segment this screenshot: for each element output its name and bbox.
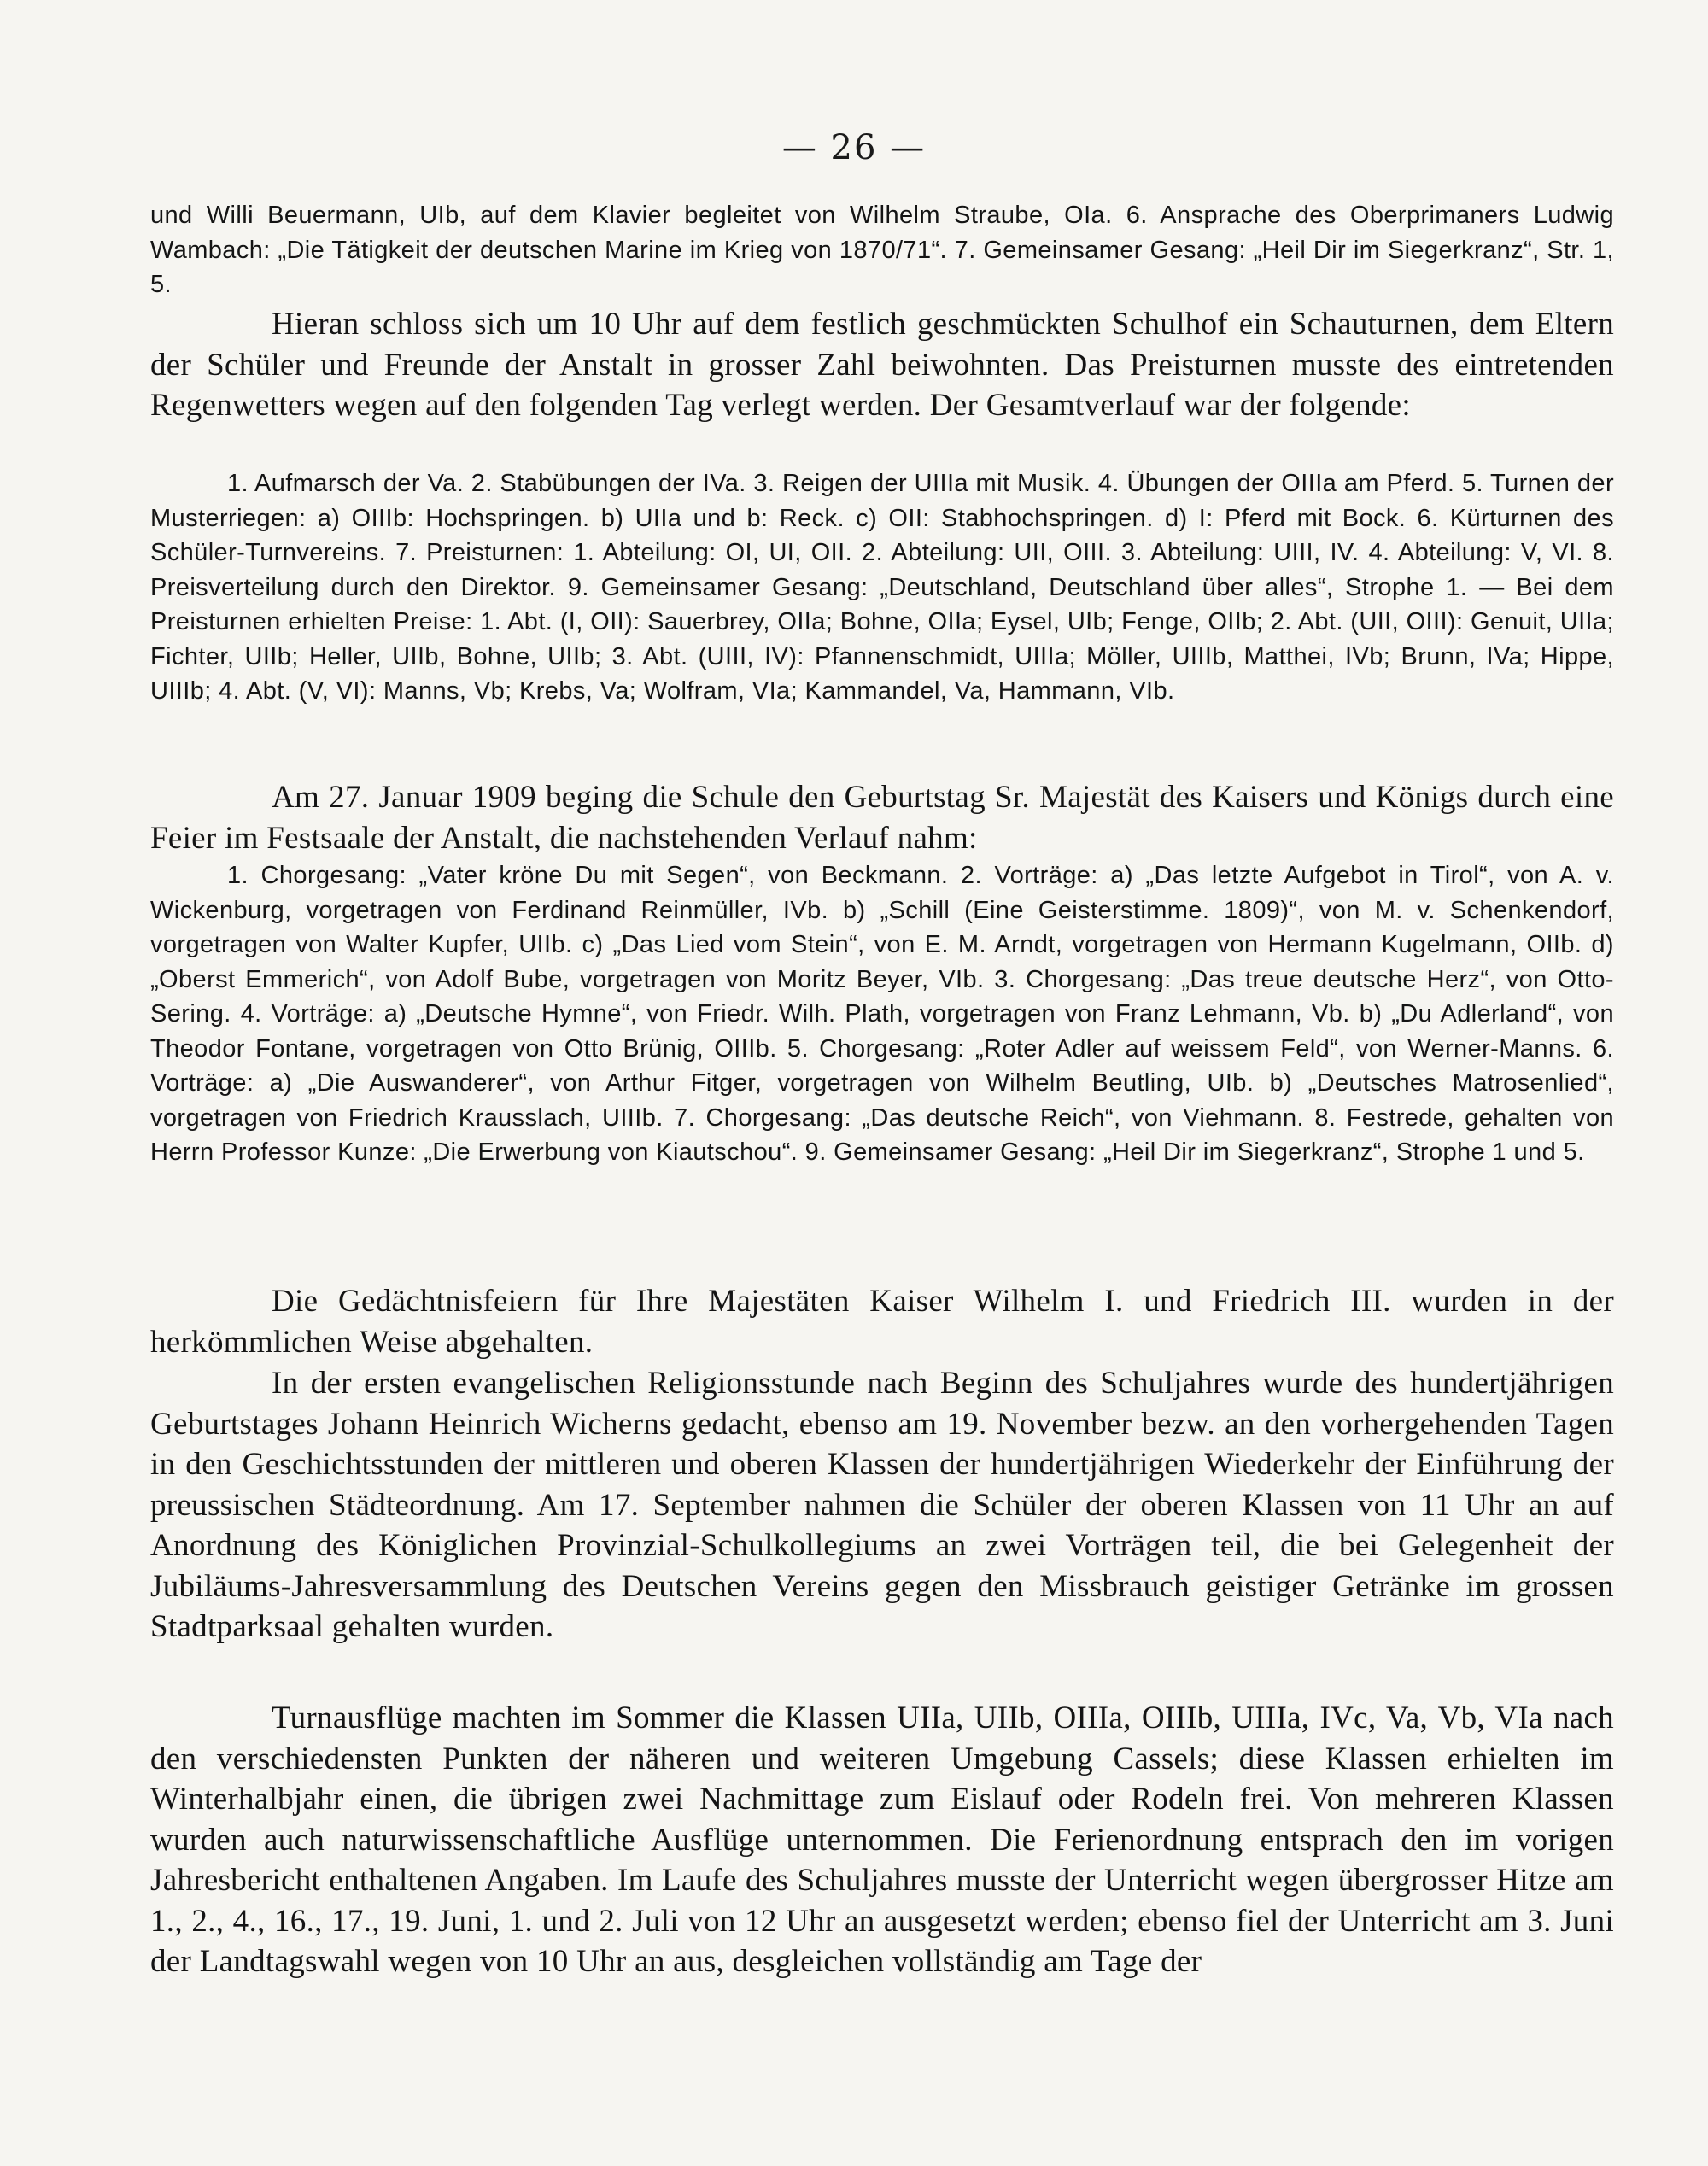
- program-paragraph-1: und Willi Beuermann, UIb, auf dem Klavier begleitet von Wilhelm Straube, OIa. 6. Ansprache des Oberprimaners Ludwig Wambach: „Die Tätigkeit der deutschen Marine im Krieg von 1870/71“. 7. Gemeinsamer Gesang: „Heil Dir im Siegerkranz“, Str. 1, 5.: [150, 202, 1614, 298]
- kaisers-geburtstag-intro: [150, 777, 1614, 858]
- program-paragraph-3: 1. Aufmarsch der Va. 2. Stabübungen der IVa. 3. Reigen der UIIIa mit Musik. 4. Übungen der OIIIa am Pferd. 5. Turnen der Musterriegen: a) OIIIb: Hochspringen. b) UIIa und b: Reck. c) OII: Stabhochspringen. d) I: Pferd mit Bock. 6. Kürturnen des Schüler-Turnvereins. 7. Preisturnen: 1. Abteilung: OI, UI, OII. 2. Abteilung: UII, OIII. 3. Abteilung: UIII, IV. 4. Abteilung: V, VI. 8. Preisverteilung durch den Direktor. 9. Gemeinsamer Gesang: „Deutschland, Deutschland über alles“, Strophe 1. — Bei dem Preisturnen erhielten Preise: 1. Abt. (I, OII): Sauerbrey, OIIa; Bohne, OIIa; Eysel, UIb; Fenge, OIIb; 2. Abt. (UII, OIII): Genuit, UIIa; Fichter, UIIb; Heller, UIIb, Bohne, UIIb; 3. Abt. (UIII, IV): Pfannenschmidt, UIIIa; Möller, UIIIb, Matthei, IVb; Brunn, IVa; Hippe, UIIIb; 4. Abt. (V, VI): Manns, Vb; Krebs, Va; Wolfram, VIa; Kammandel, Va, Hammann, VIb.: [150, 470, 1614, 705]
- body-paragraph-6: Die Gedächtnisfeiern für Ihre Majestäten Kaiser Wilhelm I. und Friedrich III. wurden in der herkömmlichen Weise abgehalten.: [150, 1284, 1614, 1360]
- religionsstunde-paragraph: [150, 1363, 1614, 1648]
- gedaechtnisfeiern: [150, 1281, 1614, 1362]
- schauturnen-intro: [150, 304, 1614, 426]
- program-paragraph-5: 1. Chorgesang: „Vater kröne Du mit Segen“, von Beckmann. 2. Vorträge: a) „Das letzte Aufgebot in Tirol“, von A. v. Wickenburg, vorgetragen von Ferdinand Reinmüller, IVb. b) „Schill (Eine Geisterstimme. 1809)“, von M. v. Schenkendorf, vorgetragen von Walter Kupfer, UIIb. c) „Das Lied vom Stein“, von E. M. Arndt, vorgetragen von Hermann Kugelmann, OIIb. d) „Oberst Emmerich“, von Adolf Bube, vorgetragen von Moritz Beyer, VIb. 3. Chorgesang: „Das treue deutsche Herz“, von Otto-Sering. 4. Vorträge: a) „Deutsche Hymne“, von Friedr. Wilh. Plath, vorgetragen von Franz Lehmann, Vb. b) „Du Adlerland“, von Theodor Fontane, vorgetragen von Otto Brünig, OIIIb. 5. Chorgesang: „Roter Adler auf weissem Feld“, von Werner-Manns. 6. Vorträge: a) „Die Auswanderer“, von Arthur Fitger, vorgetragen von Wilhelm Beutling, UIb. b) „Deutsches Matrosenlied“, vorgetragen von Friedrich Krausslach, UIIIb. 7. Chorgesang: „Das deutsche Reich“, von Viehmann. 8. Festrede, gehalten von Herrn Professor Kunze: „Die Erwerbung von Kiautschou“. 9. Gemeinsamer Gesang: „Heil Dir im Siegerkranz“, Strophe 1 und 5.: [150, 862, 1614, 1166]
- body-paragraph-2: Hieran schloss sich um 10 Uhr auf dem festlich geschmückten Schulhof ein Schauturnen, dem Eltern der Schüler und Freunde der Anstalt in grosser Zahl beiwohnten. Das Preisturnen musste des eintretenden Regenwetters wegen auf den folgenden Tag verlegt werden. Der Gesamtverlauf war der folgende:: [150, 307, 1614, 423]
- event-program-continuation: [150, 198, 1614, 302]
- body-paragraph-4: Am 27. Januar 1909 beging die Schule den Geburtstag Sr. Majestät des Kaisers und Königs durch eine Feier im Festsaale der Anstalt, die nachstehenden Verlauf nahm:: [150, 780, 1614, 856]
- body-paragraph-7: In der ersten evangelischen Religionsstunde nach Beginn des Schuljahres wurde des hundertjährigen Geburtstages Johann Heinrich Wicherns gedacht, ebenso am 19. November bezw. an den vorhergehenden Tagen in den Geschichtsstunden der mittleren und oberen Klassen der hundertjährigen Wiederkehr der Einführung der preussischen Städteordnung. Am 17. September nahmen die Schüler der oberen Klassen von 11 Uhr an auf Anordnung des Königlichen Provinzial-Schulkollegiums an zwei Vorträgen teil, die bei Gelegenheit der Jubiläums-Jahresversammlung des Deutschen Vereins gegen den Missbrauch geistiger Getränke im grossen Stadtparksaal gehalten wurden.: [150, 1366, 1614, 1644]
- page-number: — 26 —: [781, 128, 927, 167]
- body-paragraph-8: Turnausflüge machten im Sommer die Klassen UIIa, UIIb, OIIIa, OIIIb, UIIIa, IVc, Va, Vb, VIa nach den verschiedensten Punkten der näheren und weiteren Umgebung Cassels; diese Klassen erhielten im Winterhalbjahr einen, die übrigen zwei Nachmittage zum Eislauf oder Rodeln frei. Von mehreren Klassen wurden auch naturwissenschaftliche Ausflüge unternommen. Die Ferienordnung entsprach den im vorigen Jahresbericht enthaltenen Angaben. Im Laufe des Schuljahres musste der Unterricht wegen übergrosser Hitze am 1., 2., 4., 16., 17., 19. Juni, 1. und 2. Juli von 12 Uhr an ausgesetzt werden; ebenso fiel der Unterricht am 3. Juni der Landtagswahl wegen von 10 Uhr an aus, desgleichen vollständig am Tage der: [150, 1701, 1614, 1979]
- schauturnen-program: [150, 466, 1614, 709]
- turnausfluege-paragraph: [150, 1698, 1614, 1982]
- kaisers-geburtstag-program: [150, 858, 1614, 1170]
